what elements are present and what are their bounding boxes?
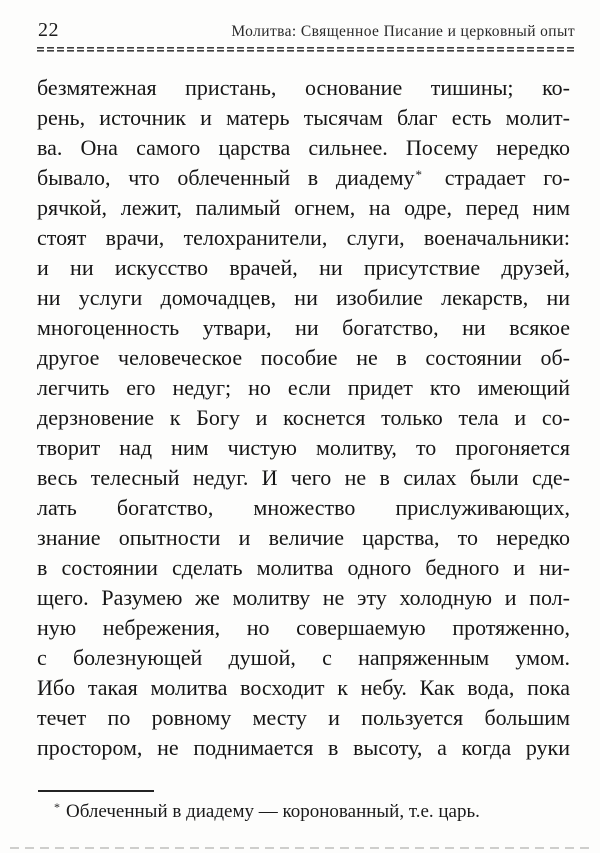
footnote: [37, 799, 570, 825]
text-line: рень, источник и матерь тысячам благ есть молит-: [37, 105, 570, 130]
text-line: [37, 163, 570, 193]
page-number: 22: [38, 19, 59, 41]
text-line: стоят врачи, телохранители, слуги, военачальники:: [37, 225, 570, 250]
text-line: весь телесный недуг. И чего не в силах были сде-: [37, 465, 570, 490]
text-line: безмятежная пристань, основание тишины; ко-: [37, 75, 570, 100]
text-line: Ибо такая молитва восходит к небу. Как вода, пока: [37, 675, 570, 700]
text-line: с болезнующей душой, с напряженным умом.: [37, 645, 570, 670]
text-line: другое человеческое пособие не в состоянии об-: [37, 345, 570, 370]
text-line: простором, не поднимается в высоту, а когда руки: [37, 735, 570, 760]
body-text: [37, 73, 570, 763]
footnote-marker-asterisk: *: [54, 800, 60, 814]
text-line: знание опытности и величие царства, то нередко: [37, 525, 570, 550]
text-line: рячкой, лежит, палимый огнем, на одре, перед ним: [37, 195, 570, 220]
text-after-footnote-ref: страдает го-: [444, 165, 570, 190]
text-line: творит над ним чистую молитву, то прогоняется: [37, 435, 570, 460]
text-line: многоценность утвари, ни богатство, ни всякое: [37, 315, 570, 340]
text-line: течет по ровному месту и пользуется большим: [37, 705, 570, 730]
footnote-reference-asterisk: *: [415, 167, 423, 182]
footnote-text: Облеченный в диадему — коронованный, т.е. царь.: [66, 801, 480, 822]
page-header: [38, 19, 575, 42]
page-bottom-scan-artifact: [10, 847, 590, 849]
text-line: лать богатство, множество прислуживающих,: [37, 495, 570, 520]
text-line: ни услуги домочадцев, ни изобилие лекарств, ни: [37, 285, 570, 310]
footnote-separator: [38, 790, 154, 792]
running-title: Молитва: Священное Писание и церковный опыт: [231, 23, 575, 40]
text-line: ва. Она самого царства сильнее. Посему нередко: [37, 135, 570, 160]
text-line: дерзновение к Богу и коснется только тела и со-: [37, 405, 570, 430]
text-line: ную небрежения, но совершаемую протяженно,: [37, 615, 570, 640]
text-line: легчить его недуг; но если придет кто имеющий: [37, 375, 570, 400]
header-separator: [37, 47, 576, 52]
text-line: и ни искусство врачей, ни присутствие друзей,: [37, 255, 570, 280]
text-line: в состоянии сделать молитва одного бедного и ни-: [37, 555, 570, 580]
text-line: щего. Разумею же молитву не эту холодную и пол-: [37, 585, 570, 610]
text-before-footnote-ref: бывало, что облеченный в диадему: [37, 165, 415, 190]
